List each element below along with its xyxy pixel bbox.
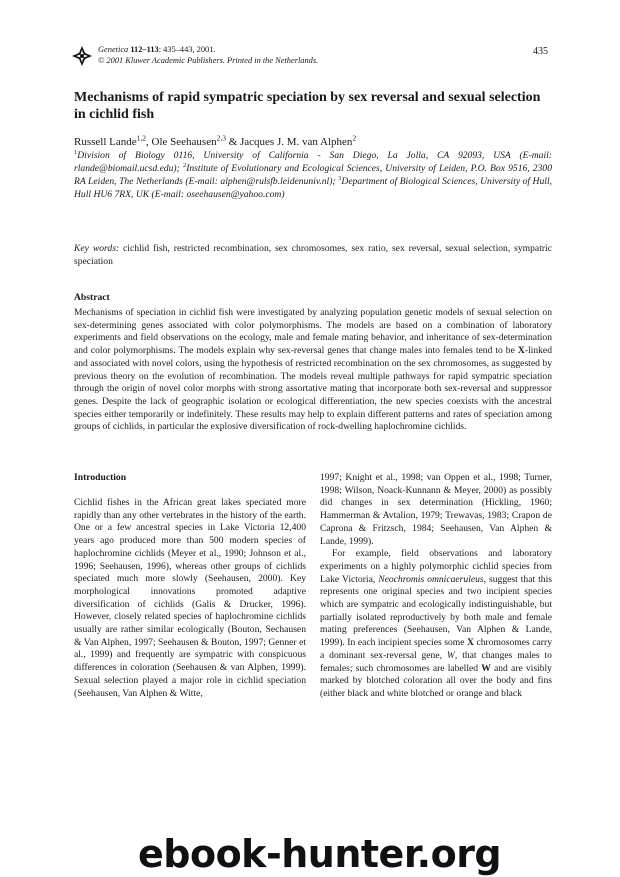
affil-3-sup: 3 — [338, 174, 342, 182]
keywords-text: cichlid fish, restricted recombination, sex chromosomes, sex ratio, sex reversal, sexual selection, sympatric speciation — [74, 243, 552, 267]
journal-pages: : 435–443, 2001. — [158, 45, 216, 54]
page-number: 435 — [533, 46, 548, 57]
intro-paragraph-1-cont: 1997; Knight et al., 1998; van Oppen et al., 1998; Turner, 1998; Wilson, Noack-Kunnann & Meyer, 2000) as possibly did changes in sex determination (Hickling, 1960; Hammerman & Avtalion, 1979; Trewavas, 1983; Crapon de Caprona & Fritzsch, 1984; Seehausen, Van Alphen & Lande, 1999). — [320, 472, 552, 547]
intro-p2-b: , suggest that this represents one original species and two incipient species which are sympatric and ecologically indistinguishable, but partially isolated reproductively by both male and female mating preferences (Seehausen, Van Alphen & Lande, 1999). In each incipient species some — [320, 573, 552, 649]
abstract-text — [74, 307, 552, 434]
abstract-part-1: Mechanisms of speciation in cichlid fish were investigated by analyzing population genetic models of sexual selection on sex-determining genes associated with color polymorphisms. The models are based on a combination of laboratory experiments and field observations on the ecology, male and female mating behavior, and inheritance of sex-determination and color polymorphisms. The models explain why sex-reversal genes that change males into females tend to be — [74, 307, 552, 357]
abstract-heading: Abstract — [74, 292, 110, 303]
species-name: Neochromis omnicaeruleus — [378, 573, 484, 585]
abstract-x-symbol: X — [517, 345, 525, 357]
w-gene-symbol: W — [446, 649, 455, 661]
copyright-line: © 2001 Kluwer Academic Publishers. Printed in the Netherlands. — [98, 56, 319, 65]
paper-title: Mechanisms of rapid sympatric speciation by sex reversal and sexual selection in cichlid fish — [74, 90, 541, 122]
right-column — [320, 472, 552, 701]
affil-2: Institute of Evolutionary and Ecological Sciences, University of Leiden, P.O. Box 9516, 2300 RA Leiden, The Netherlands (E-mail: alphen@rulsfb.leidenuniv.nl); — [74, 163, 552, 187]
author-3-sup: 2 — [352, 133, 357, 143]
abstract-part-2: -linked and associated with novel colors, using the hypothesis of restricted recombination on the sex chromosomes, as suggested by previous theory on the evolution of recombination. The models reveal multiple pathways for rapid sympatric speciation through the origin of novel color morphs with strong assortative mating that incorporate both sex-reversal and suppressor genes. Despite the lack of geographic isolation or ecological differentiation, the new species coexists with the ancestral species either temporarily or indefinitely. These results may help to explain different patterns and rates of speciation among groups of cichlids, in particular the explosive diversification of rock-dwelling haplochromine cichlids. — [74, 345, 552, 433]
author-list — [74, 133, 554, 149]
x-symbol: X — [467, 637, 474, 649]
intro-paragraph-2 — [320, 548, 552, 700]
introduction-heading: Introduction — [74, 472, 127, 483]
w-chromosome-symbol: W — [481, 662, 491, 674]
affil-1: Division of Biology 0116, University of California - San Diego, La Jolla, CA 92093, USA (E-mail: rlande@biomail.ucsd.edu); — [74, 150, 552, 174]
author-2: , Ole Seehausen — [146, 136, 217, 148]
intro-p2-a: For example, field observations and laboratory experiments on a highly polymorphic cichlid species from Lake Victoria, — [320, 548, 552, 585]
journal-volume: 112–113 — [130, 45, 159, 54]
journal-name: Genetica — [98, 45, 129, 54]
intro-p2-e: and are visibly marked by blotched coloration all over the body and fins (either black and white blotched or orange and black — [320, 662, 552, 699]
affiliations — [74, 149, 552, 201]
author-2-sup: 2,3 — [216, 133, 226, 143]
journal-citation — [98, 44, 318, 66]
left-column — [74, 497, 306, 700]
watermark: ebook-hunter.org — [138, 832, 502, 876]
intro-p2-d: , that changes males to females; such chromosomes are labelled — [320, 649, 552, 674]
keywords-label: Key words: — [74, 243, 120, 254]
affil-3: Department of Biological Sciences, University of Hull, Hull HU6 7RX, UK (E-mail: oseehausen@yahoo.com) — [74, 176, 553, 200]
author-1: Russell Lande — [74, 136, 137, 148]
affil-2-sup: 2 — [182, 161, 187, 169]
publisher-logo-icon — [71, 45, 93, 67]
affil-1-sup: 1 — [74, 148, 78, 156]
intro-p2-c: chromosomes carry a dominant sex-reversal gene, — [320, 637, 552, 661]
intro-paragraph-1: Cichlid fishes in the African great lakes speciated more rapidly than any other vertebrates in the history of the earth. One or a few ancestral species in Lake Victoria 12,400 years ago produced more than 500 modern species of haplochromine cichlids (Meyer et al., 1990; Johnson et al., 1996; Seehausen, 1996), whereas other groups of cichlids speciated much more slowly (Seehausen, 2000). Key morphological innovations promoted adaptive diversification of cichlids (Galis & Drucker, 1996). However, closely related species of haplochromine cichlids usually are rather similar ecologically (Bouton, Sechausen & Van Alphen, 1997; Seehausen & Bouton, 1997; Genner et al., 1999) and frequently are sympatric with conspicuous differences in coloration (Seehausen & van Alphen, 1999). Sexual selection played a major role in cichlid speciation (Seehausen, Van Alphen & Witte, — [74, 497, 306, 699]
keywords — [74, 242, 552, 268]
author-3: & Jacques J. M. van Alphen — [225, 136, 353, 148]
author-1-sup: 1,2 — [136, 133, 147, 143]
